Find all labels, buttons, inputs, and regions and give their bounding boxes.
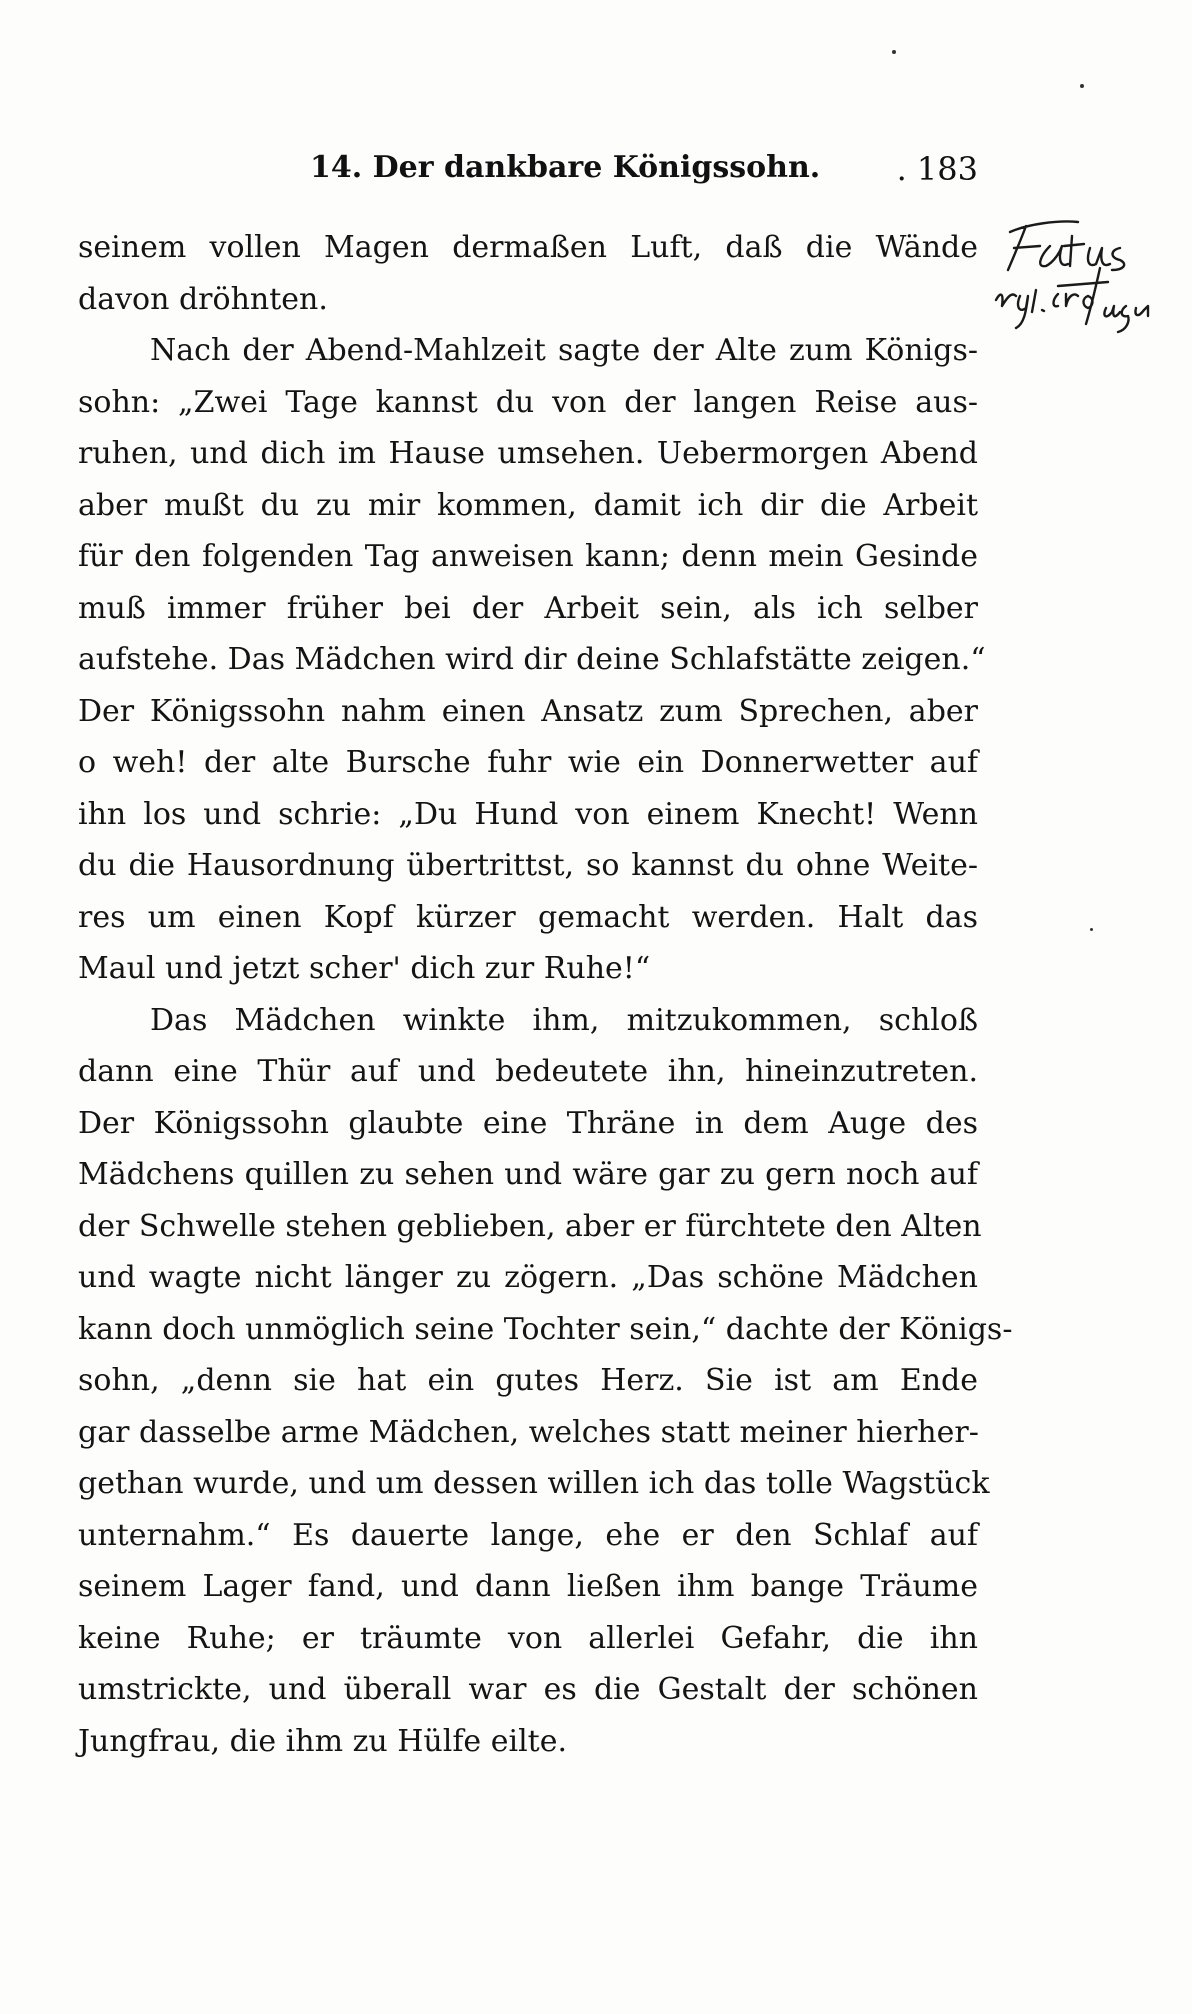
body-text (78, 222, 1013, 1767)
text-line: aber mußt du zu mir kommen, damit ich dir die Arbeit (78, 487, 978, 523)
text-line: Der Königssohn glaubte eine Thräne in dem Auge des (78, 1105, 978, 1141)
text-line: Das Mädchen winkte ihm, mitzukommen, schloß (150, 1002, 978, 1038)
text-line: gar dasselbe arme Mädchen, welches statt meiner hierher- (78, 1414, 979, 1450)
text-line: seinem Lager fand, und dann ließen ihm bange Träume (78, 1569, 978, 1604)
running-title: 14. Der dankbare Königssohn. (310, 150, 821, 185)
paper-speck (1090, 928, 1093, 931)
text-line: für den folgenden Tag anweisen kann; denn mein Gesinde (78, 539, 978, 574)
text-line: o weh! der alte Bursche fuhr wie ein Donnerwetter auf (78, 745, 978, 780)
text-line: Jungfrau, die ihm zu Hülfe eilte. (78, 1723, 568, 1759)
text-line: sohn, „denn sie hat ein gutes Herz. Sie ist am Ende (78, 1363, 978, 1398)
text-line: ruhen, und dich im Hause umsehen. Uebermorgen Abend (78, 436, 978, 471)
text-line: umstrickte, und überall war es die Gestalt der schönen (78, 1672, 978, 1707)
page-header (78, 150, 978, 190)
text-line: kann doch unmöglich seine Tochter sein,“ dachte der Königs- (78, 1311, 1013, 1347)
text-line: Nach der Abend-Mahlzeit sagte der Alte zum Königs- (150, 333, 978, 368)
text-line: seinem vollen Magen dermaßen Luft, daß die Wände (78, 230, 978, 265)
text-line: du die Hausordnung übertrittst, so kannst du ohne Weite- (78, 848, 978, 883)
text-line: sohn: „Zwei Tage kannst du von der langen Reise aus- (78, 384, 978, 420)
text-line: dann eine Thür auf und bedeutete ihn, hineinzutreten. (78, 1054, 978, 1089)
handwritten-annotation (988, 212, 1158, 342)
text-line: Der Königssohn nahm einen Ansatz zum Sprechen, aber (78, 693, 978, 729)
text-line: unternahm.“ Es dauerte lange, ehe er den Schlaf auf (78, 1517, 978, 1553)
paper-speck (892, 50, 896, 54)
text-line: und wagte nicht länger zu zögern. „Das schöne Mädchen (78, 1260, 978, 1295)
paper-speck (1080, 84, 1084, 88)
text-line: der Schwelle stehen geblieben, aber er fürchtete den Alten (78, 1208, 982, 1244)
text-line: Maul und jetzt scher' dich zur Ruhe!“ (78, 951, 651, 986)
handwriting-scribble (988, 212, 1158, 342)
text-line: ihn los und schrie: „Du Hund von einem Knecht! Wenn (78, 796, 978, 832)
text-line: res um einen Kopf kürzer gemacht werden. Halt das (78, 899, 978, 935)
text-line: davon dröhnten. (78, 281, 328, 317)
text-line: keine Ruhe; er träumte von allerlei Gefahr, die ihn (78, 1620, 978, 1656)
text-line: gethan wurde, und um dessen willen ich das tolle Wagstück (78, 1466, 990, 1501)
page-number: . 183 (896, 150, 978, 188)
text-line: Mädchens quillen zu sehen und wäre gar zu gern noch auf (78, 1157, 978, 1192)
text-line: aufstehe. Das Mädchen wird dir deine Schlafstätte zeigen.“ (78, 642, 986, 677)
text-line: muß immer früher bei der Arbeit sein, als ich selber (78, 590, 978, 626)
